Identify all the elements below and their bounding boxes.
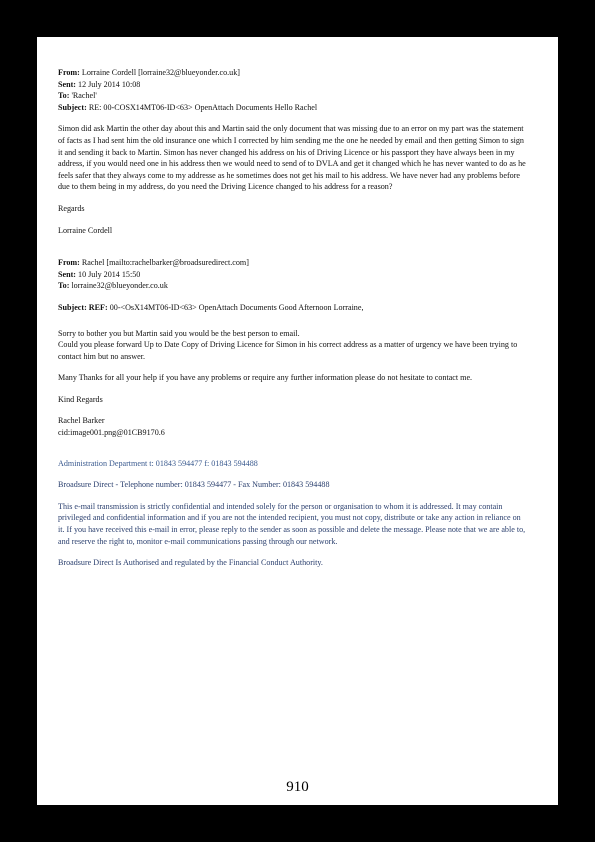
sent-label: Sent: <box>58 269 76 279</box>
email2-header <box>58 257 528 292</box>
email-thread <box>58 67 528 569</box>
footer-confidential: This e-mail transmission is strictly confidential and intended solely for the person or organisation to whom it is addressed. It may contain privileged and confidential information and if you are not the intended recipient, you must not copy, distribute or take any action in reliance on it. If you have received this e-mail in error, please reply to the sender as soon as possible and delete the message. Please note that we are able to, and reserve the right to, monitor e-mail communications passing through our network. <box>58 501 526 546</box>
sent-label: Sent: <box>58 79 76 89</box>
sent-value: 12 July 2014 10:08 <box>78 79 141 89</box>
from-value: Lorraine Cordell [lorraine32@blueyonder.co.uk] <box>81 68 240 77</box>
from-label: From: <box>58 68 80 77</box>
email2-sender-name: Rachel Barker <box>58 416 105 426</box>
subject-label: Subject: <box>58 102 87 112</box>
subject-value: RE: 00-COSX14MT06-ID<63> OpenAttach Documents Hello Rachel <box>88 102 318 112</box>
email2-thanks: Many Thanks for all your help if you have any problems or require any further information please do not hesitate to contact me. <box>58 373 473 383</box>
email1-body: Simon did ask Martin the other day about this and Martin said the only document that was missing due to an error on my part was the statement of facts as I had sent him the old insurance one which I corrected by him sending me the one he needed by email and then getting Simon to sign it and sending it back to Martin. Simon has never changed his address on his of Driving Licence or his passport they have always been in my address, if you would need one in his address then we would need to send of to DVLA and get it changed which he has never wanted to do as he feels safer that they always come to my addresse as he sometimes does not get his mail to his address. We have never had any problems before due to them being in my address, do you need the Driving Licence changed to his address for a reason? <box>58 124 526 192</box>
footer-admin: Administration Department t: 01843 594477 f: 01843 594488 <box>58 458 258 468</box>
email2-line2: Could you please forward Up to Date Copy of Driving Licence for Simon in his correct address as a matter of urgency we have been trying to contact him but no answer. <box>58 340 518 361</box>
from-label: From: <box>58 258 80 268</box>
footer-authorised: Broadsure Direct Is Authorised and regulated by the Financial Conduct Authority. <box>58 558 323 568</box>
sent-value: 10 July 2014 15:50 <box>78 269 141 279</box>
to-label: To: <box>58 281 70 291</box>
email1-signature: Lorraine Cordell <box>58 225 113 235</box>
to-value: lorraine32@blueyonder.co.uk <box>71 281 168 291</box>
from-value: Rachel [mailto:rachelbarker@broadsuredirect.com] <box>81 258 249 268</box>
footer-phone: Broadsure Direct - Telephone number: 01843 594477 - Fax Number: 01843 594488 <box>58 480 330 490</box>
subject-value: 00-<OsX14MT06-ID<63> OpenAttach Documents Good Afternoon Lorraine, <box>109 302 364 312</box>
email2-cid: cid:image001.png@01CB9170.6 <box>58 428 165 438</box>
email1-header <box>58 67 528 113</box>
email1-regards: Regards <box>58 203 85 213</box>
document-page <box>37 37 558 805</box>
subject-label: Subject: REF: <box>58 302 108 312</box>
to-label: To: <box>58 91 70 101</box>
email2-line1: Sorry to bother you but Martin said you would be the best person to email. <box>58 328 300 338</box>
email2-kind-regards: Kind Regards <box>58 394 103 404</box>
to-value: 'Rachel' <box>71 91 97 101</box>
page-number: 910 <box>286 779 309 795</box>
